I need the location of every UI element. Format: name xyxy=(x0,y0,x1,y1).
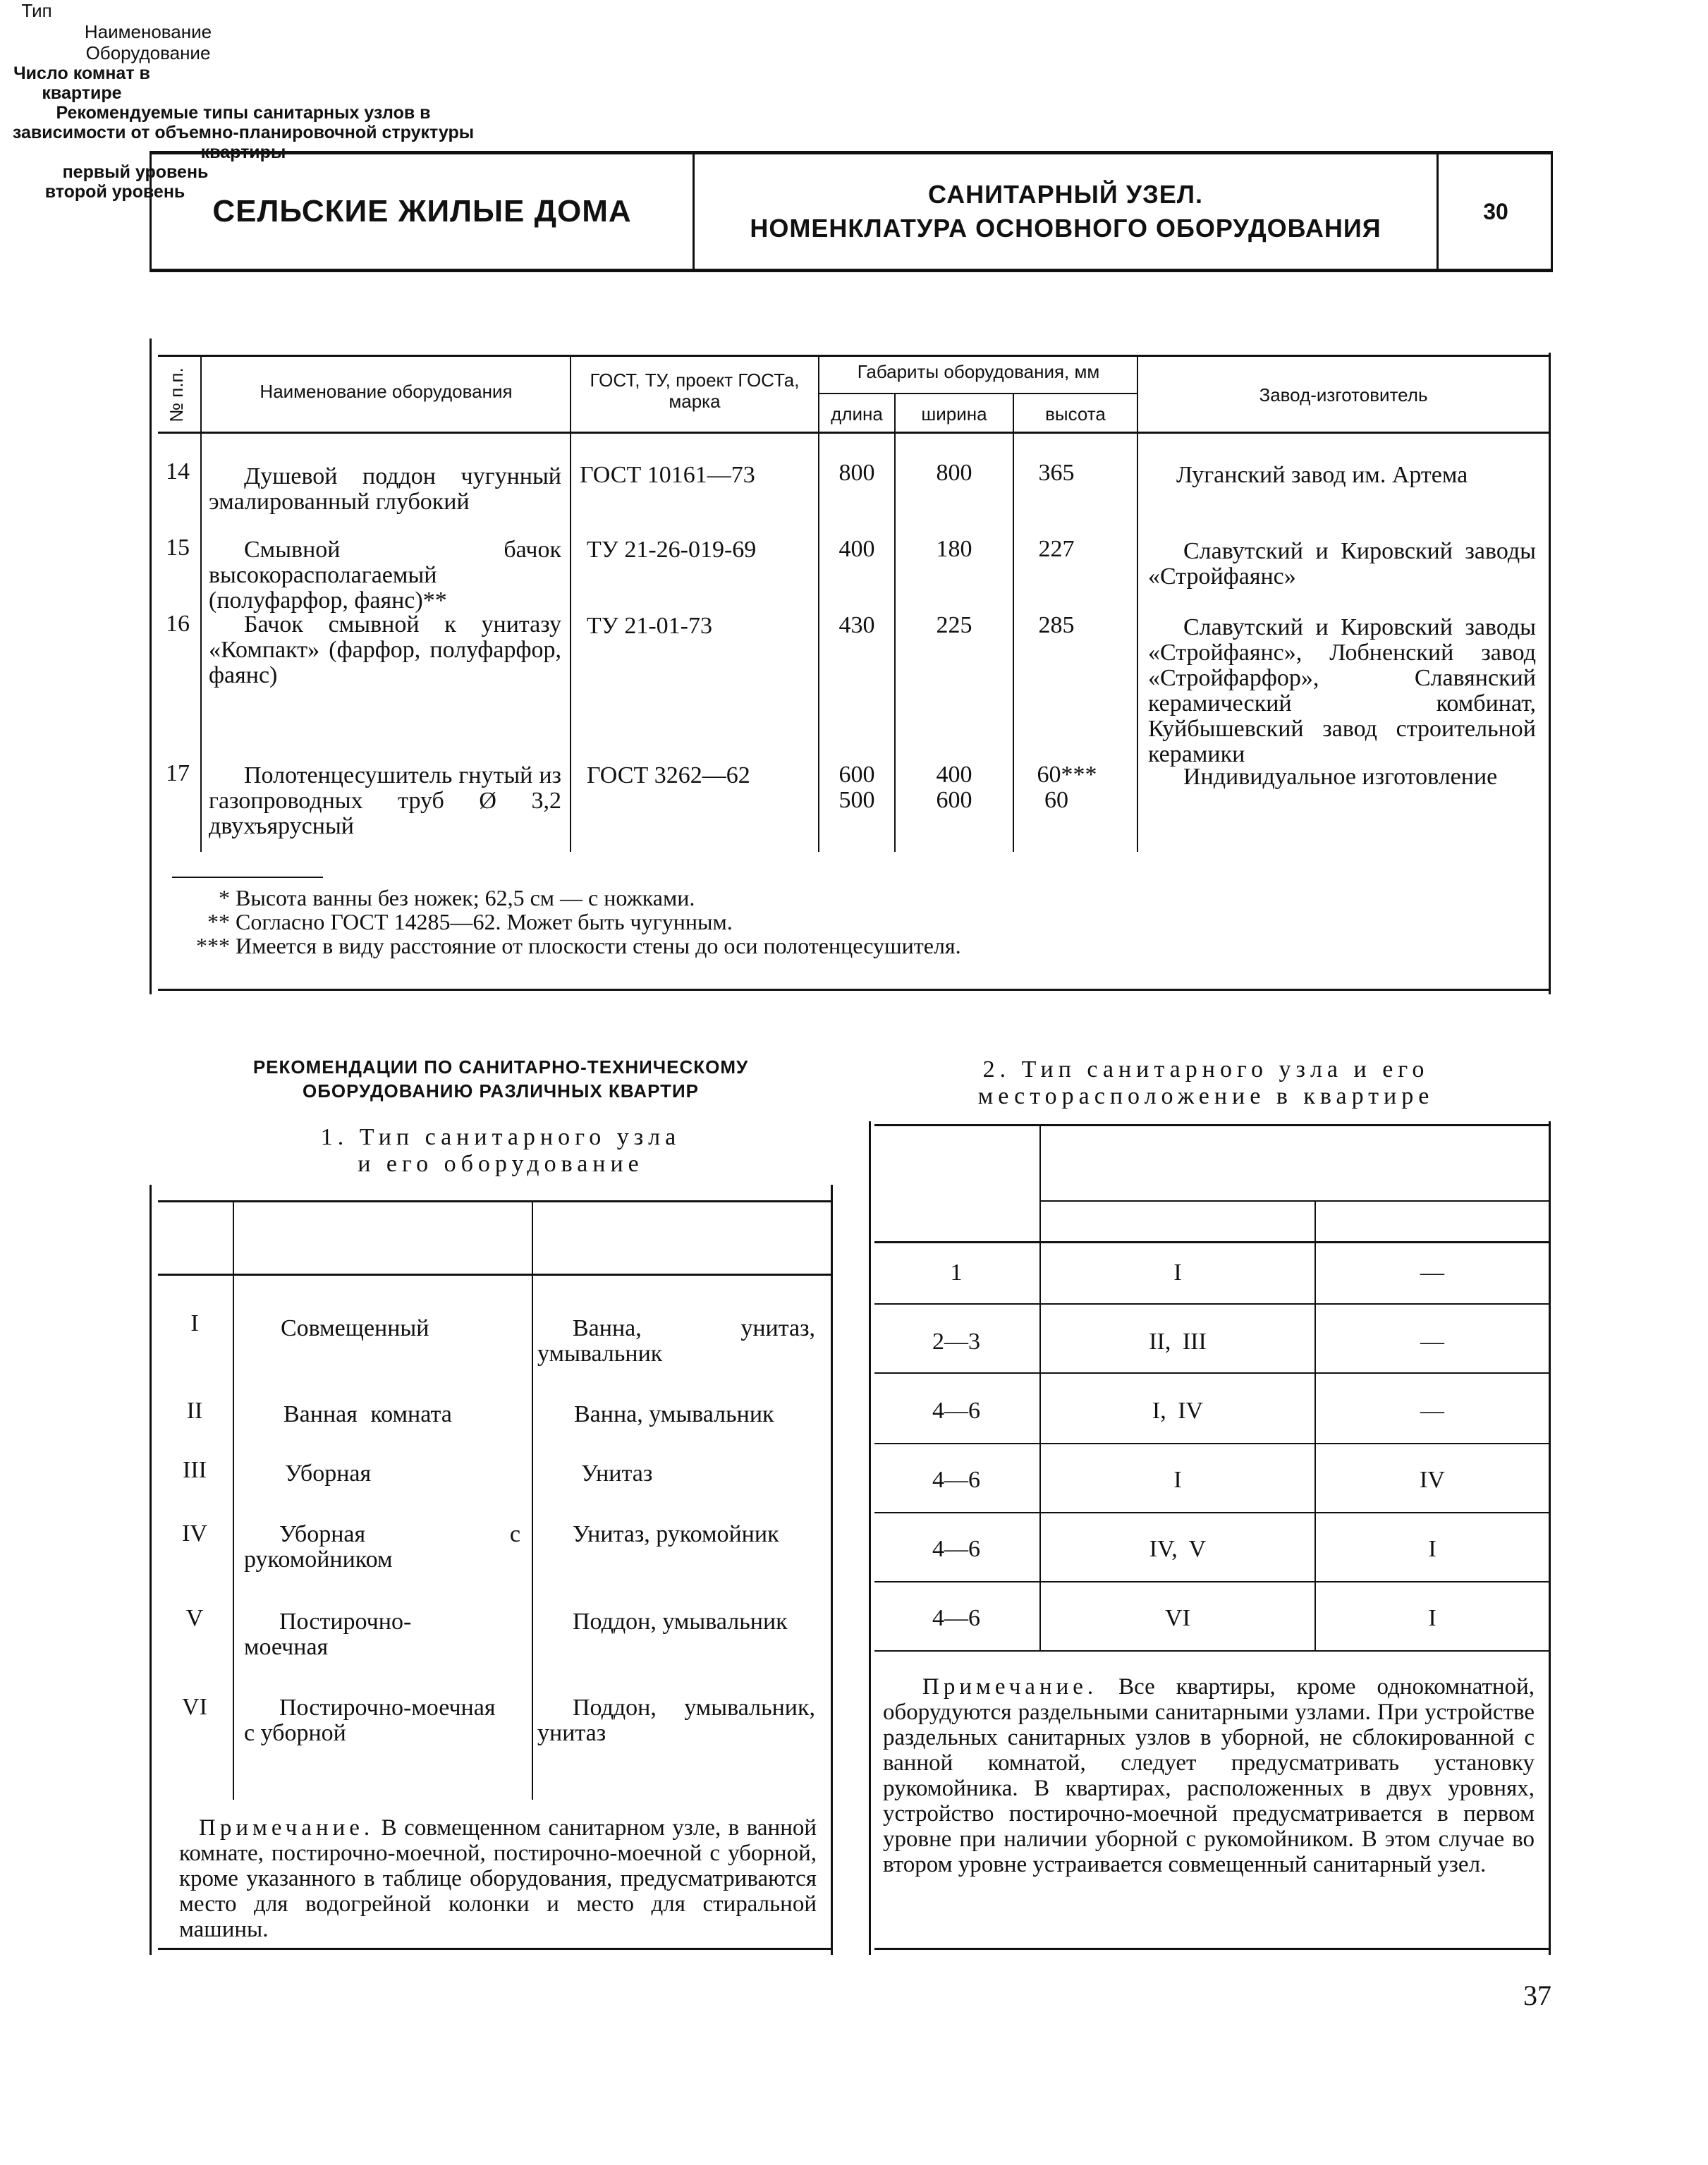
sanitary-name: Уборная xyxy=(285,1460,372,1487)
table2-bottom-rule xyxy=(874,1948,1549,1950)
dim-length: 400 xyxy=(838,536,875,562)
footnote-2: ** Согласно ГОСТ 14285—62. Может быть чугунным. xyxy=(207,909,733,934)
sanitary-equipment: Унитаз xyxy=(581,1460,653,1487)
sanitary-name: Ванная комната xyxy=(283,1401,452,1427)
sanitary-equipment: Унитаз, рукомойник xyxy=(573,1521,779,1547)
sanitary-name: Совмещенный xyxy=(281,1315,429,1341)
row-number: 15 xyxy=(166,535,190,561)
dim-length: 430 xyxy=(838,612,875,638)
table2-row-rule xyxy=(874,1581,1549,1582)
level1-types: I xyxy=(1173,1467,1182,1493)
sanitary-name: Постирочно-моечная xyxy=(244,1609,412,1660)
table2-header-rule xyxy=(874,1241,1549,1243)
table1-header-name: Наименование xyxy=(84,21,212,42)
equipment-name: Бачок смывной к унитазу «Компакт» (фарфор, полуфарфор, фаянс) xyxy=(209,611,561,688)
table1-title-line1: 1. Тип санитарного узла xyxy=(320,1124,681,1150)
header-width: ширина xyxy=(921,403,987,425)
table1-right-border xyxy=(831,1185,833,1955)
level2-types: I xyxy=(1428,1536,1436,1562)
recommendations-title-line1: РЕКОМЕНДАЦИИ ПО САНИТАРНО-ТЕХНИЧЕСКОМУ xyxy=(252,1056,749,1078)
manufacturer: Славутский и Кировский заводы «Стройфаянс», Лобненский завод «Стройфарфор», Славянский керамический комбинат, Куйбышевский завод строительной керамики xyxy=(1148,614,1536,767)
table2-col-divider-rooms xyxy=(1039,1124,1041,1650)
footnote-rule xyxy=(172,877,323,878)
sanitary-type: III xyxy=(183,1457,207,1483)
table1-title xyxy=(162,1124,839,1178)
dim-width: 400 xyxy=(936,762,972,788)
table2-title xyxy=(867,1056,1544,1110)
table1-note xyxy=(179,1815,817,1942)
col-divider-num xyxy=(200,355,202,852)
table2-row-rule xyxy=(874,1372,1549,1374)
sanitary-equipment: Поддон, умывальник, унитаз xyxy=(537,1695,815,1746)
manufacturer: Славутский и Кировский заводы «Стройфаянс» xyxy=(1148,538,1536,590)
table2-header-rooms: Число комнат в квартире xyxy=(13,63,150,103)
sanitary-name: Постирочно-моечная с уборной xyxy=(244,1695,496,1746)
table2-row-rule xyxy=(874,1512,1549,1513)
level1-types: I xyxy=(1173,1260,1182,1286)
table2-note xyxy=(883,1674,1535,1877)
equipment-name: Душевой поддон чугунный эмалированный глубокий xyxy=(209,463,561,515)
header-title-line1: САНИТАРНЫЙ УЗЕЛ. xyxy=(927,180,1204,209)
footnote-3: *** Имеется в виду расстояние от плоскости стены до оси полотенцесушителя. xyxy=(196,933,961,958)
recommendations-title xyxy=(162,1055,839,1103)
col-divider-height xyxy=(1137,355,1138,852)
header-dims: Габариты оборудования, мм xyxy=(857,361,1100,382)
table1-header-type: Тип xyxy=(21,0,52,21)
table2-header-recommended: Рекомендуемые типы санитарных узлов в зависимости от объемно-планировочной структуры квартиры xyxy=(12,103,475,162)
recommendations-title-line2: ОБОРУДОВАНИЮ РАЗЛИЧНЫХ КВАРТИР xyxy=(303,1080,699,1102)
level1-types: I, IV xyxy=(1152,1398,1204,1424)
table2-row-rule xyxy=(874,1650,1549,1652)
level2-types: IV xyxy=(1420,1467,1445,1493)
table2-header-level1: первый уровень xyxy=(62,162,209,182)
dim-width: 225 xyxy=(936,612,972,638)
sanitary-type: IV xyxy=(182,1520,207,1547)
level2-types: I xyxy=(1428,1605,1436,1631)
table2-right-border xyxy=(1549,1121,1551,1955)
table2-header-level2: второй уровень xyxy=(44,182,185,202)
header-sheet-number: 30 xyxy=(1483,198,1508,224)
rooms-count: 4—6 xyxy=(932,1398,980,1424)
level1-types: II, III xyxy=(1149,1329,1207,1355)
manufacturer: Индивидуальное изготовление xyxy=(1183,764,1498,790)
dim-height: 285 xyxy=(1038,612,1075,638)
table2-title-line2: месторасположение в квартире xyxy=(977,1083,1434,1109)
rooms-count: 1 xyxy=(950,1260,963,1286)
sanitary-equipment: Ванна, унитаз, умывальник xyxy=(537,1315,815,1367)
footnote-1: * Высота ванны без ножек; 62,5 см — с ножками. xyxy=(219,885,695,910)
header-section-title: СЕЛЬСКИЕ ЖИЛЫЕ ДОМА xyxy=(152,154,695,269)
dim-length: 600 xyxy=(838,762,875,788)
table1-col-divider-type xyxy=(233,1200,234,1800)
rooms-count: 4—6 xyxy=(932,1605,980,1631)
table1-bottom-rule xyxy=(158,1948,831,1950)
dim-height: 227 xyxy=(1038,536,1075,562)
sanitary-type: I xyxy=(190,1310,199,1336)
header-num: № п.п. xyxy=(166,367,188,422)
table2-subheader-rule xyxy=(1041,1200,1549,1202)
table2-top-rule xyxy=(874,1124,1549,1126)
rooms-count: 4—6 xyxy=(932,1467,980,1493)
table2-note-label: Примечание. xyxy=(922,1674,1098,1700)
gost-ref: ТУ 21-01-73 xyxy=(587,613,712,639)
sanitary-name: Уборная с рукомойником xyxy=(244,1521,520,1573)
sanitary-type: VI xyxy=(182,1694,207,1720)
table1-left-border xyxy=(150,1185,152,1955)
level1-types: VI xyxy=(1165,1605,1190,1631)
table-left-border xyxy=(150,339,152,994)
header-name: Наименование оборудования xyxy=(260,381,513,402)
table2-row-rule xyxy=(874,1443,1549,1444)
dim-width-alt: 600 xyxy=(936,787,972,813)
table-bottom-rule xyxy=(158,989,1549,991)
header-bottom-rule xyxy=(158,432,1549,434)
sheet-header xyxy=(150,151,1553,272)
table-right-border xyxy=(1549,353,1551,994)
header-maker: Завод-изготовитель xyxy=(1259,384,1428,405)
manufacturer: Луганский завод им. Артема xyxy=(1176,462,1468,488)
table1-col-divider-name xyxy=(532,1200,533,1800)
equipment-name: Смывной бачок высокорасполагаемый (полуфарфор, фаянс)** xyxy=(209,537,561,614)
page-number: 37 xyxy=(1523,1980,1551,2011)
dim-height: 60*** xyxy=(1037,762,1097,788)
equipment-name: Полотенцесушитель гнутый из газопроводных труб Ø 3,2 двухъярусный xyxy=(209,762,561,839)
header-title-line2: НОМЕНКЛАТУРА ОСНОВНОГО ОБОРУДОВАНИЯ xyxy=(750,214,1381,243)
table1-header-equipment: Оборудование xyxy=(85,42,211,63)
table1-note-label: Примечание. xyxy=(199,1815,374,1841)
header-gost: ГОСТ, ТУ, проект ГОСТа, марка xyxy=(590,370,800,412)
table1-top-rule xyxy=(158,1200,831,1202)
sanitary-type: II xyxy=(186,1398,203,1424)
level2-types: — xyxy=(1420,1398,1444,1424)
dim-width: 180 xyxy=(936,536,972,562)
header-length: длина xyxy=(831,403,883,425)
table1-title-line2: и его оборудование xyxy=(358,1151,644,1177)
table2-left-border xyxy=(869,1121,871,1955)
gost-ref: ГОСТ 3262—62 xyxy=(587,762,750,788)
dim-length-alt: 500 xyxy=(838,787,875,813)
header-sheet-title xyxy=(695,154,1439,269)
level1-types: IV, V xyxy=(1149,1536,1207,1562)
gost-ref: ГОСТ 10161—73 xyxy=(580,462,755,488)
rooms-count: 2—3 xyxy=(932,1329,980,1355)
row-number: 17 xyxy=(166,760,190,786)
dim-length: 800 xyxy=(838,460,875,486)
sanitary-equipment: Поддон, умывальник xyxy=(573,1609,788,1635)
table-top-rule xyxy=(158,355,1549,357)
table2-title-line1: 2. Тип санитарного узла и его xyxy=(982,1056,1429,1082)
table1-header-rule xyxy=(158,1274,831,1276)
gost-ref: ТУ 21-26-019-69 xyxy=(587,537,757,563)
dim-height: 365 xyxy=(1038,460,1075,486)
rooms-count: 4—6 xyxy=(932,1536,980,1562)
sanitary-equipment: Ванна, умывальник xyxy=(574,1401,774,1427)
row-number: 16 xyxy=(166,611,190,637)
sanitary-type: V xyxy=(185,1605,204,1631)
level2-types: — xyxy=(1420,1329,1444,1355)
level2-types: — xyxy=(1420,1260,1444,1286)
dim-width: 800 xyxy=(936,460,972,486)
row-number: 14 xyxy=(166,458,190,484)
dim-height-alt: 60 xyxy=(1044,787,1068,813)
table1-note-text: В совмещенном санитарном узле, в ванной комнате, постирочно-моечной, постирочно-моечной с уборной, кроме указанного в таблице оборудования, предусматриваются место для водогрейной колонки и место для стиральной машины. xyxy=(179,1815,817,1942)
dims-subheader-rule xyxy=(819,393,1137,394)
header-height: высота xyxy=(1045,403,1106,425)
table2-row-rule xyxy=(874,1303,1549,1305)
col-divider-name xyxy=(570,355,571,852)
table2-note-text: Все квартиры, кроме однокомнатной, оборудуются раздельными санитарными узлами. При устройстве раздельных санитарных узлов в уборной, не сблокированной с ванной комнатой, следует предусматривать установку рукомойника. В квартирах, расположенных в двух уровнях, устройство постирочно-моечной предусматривается в первом уровне при наличии уборной с рукомойником. В этом случае во втором уровне устраивается совмещенный санитарный узел. xyxy=(883,1674,1535,1877)
